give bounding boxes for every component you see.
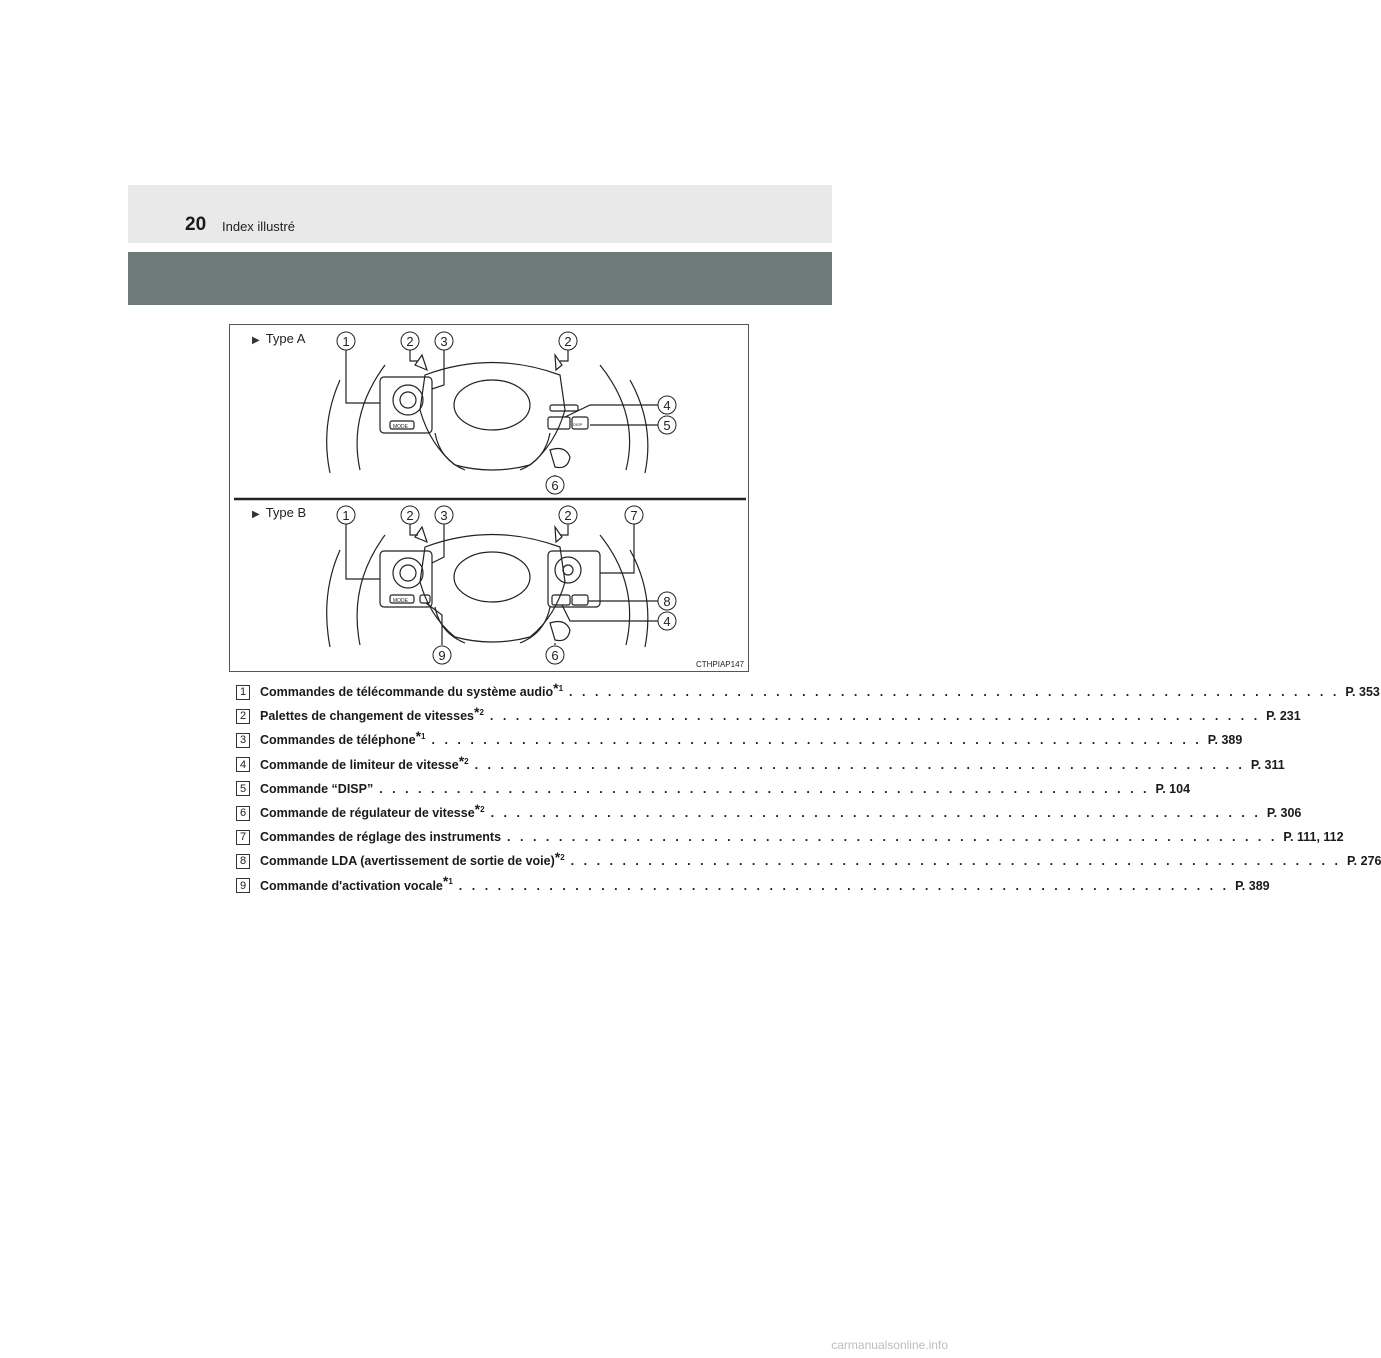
callout-number: 3 [236,733,250,748]
type-b-label: ▶ Type B [252,505,307,520]
header-band [128,185,832,243]
footnote-marker: *1 [553,679,564,696]
item-label: Commande de limiteur de vitesse$^{*2}$ [260,752,469,772]
left-dial-b [393,558,423,588]
page-number: 20 [185,214,207,235]
callout-number: 4 [236,757,250,772]
left-dial-inner-a [400,392,416,408]
item-label: Commandes de télécommande du système audio$^{*1}$ [260,679,564,700]
dot-leader: . . . . . . . . . . . . . . . . . . . . . . . . . . . . . . . . . . . . . . . . . . . . . . . . . . . . . . . . . . . . [490,806,1261,821]
callout-b-8 [658,592,676,610]
svg-text:6: 6 [551,648,559,663]
disp-label-a: DISP [573,422,583,427]
svg-text:4: 4 [663,614,671,629]
page-reference[interactable]: P. 306 [1266,806,1302,821]
callout-a-2 [401,332,419,350]
footnote-number: 1 [421,732,426,742]
dot-leader: . . . . . . . . . . . . . . . . . . . . . . . . . . . . . . . . . . . . . . . . . . . . . . . . . . . . . . . . . . . . [474,757,1245,772]
callout-number: 5 [236,781,250,796]
footnote-number: 2 [464,756,469,766]
callout-a-1 [337,332,355,350]
item-label: Palettes de changement de vitesses$^{*2}$ [260,704,484,724]
right-dial-inner-b [563,565,573,575]
item-label: Commandes de téléphone$^{*1}$ [260,728,426,748]
callout-a-6 [546,476,564,494]
list-item [236,728,1243,752]
callout-number: 2 [236,709,250,724]
callout-b-9 [433,646,451,664]
dot-leader: . . . . . . . . . . . . . . . . . . . . . . . . . . . . . . . . . . . . . . . . . . . . . . . . . . . . . . . . . . . . [507,830,1278,845]
page-reference[interactable]: P. 231 [1266,709,1301,724]
list-item [236,873,1270,898]
dot-leader: . . . . . . . . . . . . . . . . . . . . . . . . . . . . . . . . . . . . . . . . . . . . . . . . . . . . . . . . . . . . [489,709,1261,724]
callout-a-2r [559,332,577,350]
footnote-marker: *1 [442,873,453,890]
speed-limiter-switch-b [552,595,570,605]
footnote-marker: *1 [415,728,426,745]
right-switch-pod-b [548,551,600,607]
wheel-rim-right-a [600,365,630,470]
svg-text:3: 3 [440,334,448,349]
callout-b-2 [401,506,419,524]
left-dial-inner-b [400,565,416,581]
svg-text:4: 4 [663,398,671,413]
page-reference[interactable]: P. 311 [1250,757,1285,772]
cruise-lever-b [550,622,570,641]
leader-b-9 [426,603,442,645]
callout-number: 8 [236,854,250,869]
svg-text:2: 2 [406,508,414,523]
wheel-rim-right-b [600,535,630,645]
wheel-rim-right-outer-b [630,550,648,647]
watermark: carmanualsonline.info [831,1338,948,1352]
mode-label-a: MODE [393,424,408,430]
list-item [236,679,1380,704]
footnote-number: 1 [558,683,564,693]
svg-text:7: 7 [630,508,638,523]
callout-b-7 [625,506,643,524]
spoke-left-a [435,433,465,470]
list-item [236,704,1301,728]
leader-a-3 [432,347,444,389]
left-dial-a [393,385,423,415]
page-reference[interactable]: P. 389 [1207,733,1243,748]
callout-b-1 [337,506,355,524]
footnote-marker: *2 [554,849,565,866]
item-label: Commande de régulateur de vitesse$^{*2}$ [260,800,485,821]
list-item [236,752,1285,777]
dot-leader: . . . . . . . . . . . . . . . . . . . . . . . . . . . . . . . . . . . . . . . . . . . . . . . . . . . . . . . . . . . . [431,733,1202,748]
svg-text:1: 1 [342,334,350,349]
wheel-rim-left-outer-b [327,550,340,647]
dot-leader: . . . . . . . . . . . . . . . . . . . . . . . . . . . . . . . . . . . . . . . . . . . . . . . . . . . . . . . . . . . . [458,878,1230,893]
svg-text:6: 6 [551,478,559,493]
steering-wheel-figure [229,324,749,672]
footnote-marker: *2 [474,800,485,817]
item-label: Commandes de réglage des instruments [260,830,502,845]
wheel-rim-left-b [357,535,385,645]
callout-number: 1 [236,685,250,700]
leader-a-4 [565,405,660,417]
list-item [236,800,1302,825]
list-item [236,777,1191,801]
item-label: Commande LDA (avertissement de sortie de voie)$^{*2}$ [260,849,565,869]
spoke-right-a [520,433,550,470]
airbag-b [454,552,530,602]
page-reference[interactable]: P. 389 [1235,878,1270,893]
mode-label-b: MODE [393,598,408,604]
triangle-right-icon: ▶ [252,335,260,346]
svg-text:3: 3 [440,508,448,523]
callout-a-5 [658,416,676,434]
item-label: Commande “DISP” [260,781,374,796]
spoke-right-b [520,607,550,643]
leader-a-1 [346,347,380,403]
footnote-number: 2 [479,708,484,718]
figure-code: CTHPIAP147 [695,660,744,669]
wheel-rim-left-outer-a [327,380,340,473]
page-reference[interactable]: P. 111, 112 [1283,830,1344,845]
list-item [236,849,1381,873]
hub-a [420,363,565,471]
right-dial-b [555,557,581,583]
item-label: Commande d'activation vocale$^{*1}$ [260,873,453,893]
svg-text:8: 8 [663,594,671,609]
svg-text:2: 2 [564,508,572,523]
footnote-marker: *2 [458,752,469,769]
callout-a-4 [658,396,676,414]
callout-number: 7 [236,830,250,845]
svg-text:9: 9 [438,648,446,663]
callout-b-4 [658,612,676,630]
footnote-marker: *2 [473,704,484,721]
triangle-right-icon: ▶ [252,509,260,520]
page-reference[interactable]: P. 276 [1346,854,1381,869]
right-paddle-a [555,355,562,370]
dot-leader: . . . . . . . . . . . . . . . . . . . . . . . . . . . . . . . . . . . . . . . . . . . . . . . . . . . . . . . . . . . . [379,781,1150,796]
page-reference[interactable]: P. 353 [1345,685,1380,700]
lda-switch-b [572,595,588,605]
steering-wheel-illustration [230,325,750,673]
svg-text:1: 1 [342,508,350,523]
dot-leader: . . . . . . . . . . . . . . . . . . . . . . . . . . . . . . . . . . . . . . . . . . . . . . . . . . . . . . . . . . . . [570,854,1341,869]
leader-b-7 [600,521,634,573]
wheel-rim-left-a [357,365,385,470]
svg-text:2: 2 [406,334,414,349]
svg-text:2: 2 [564,334,572,349]
callout-b-3 [435,506,453,524]
cruise-lever-a [550,449,570,468]
footnote-number: 2 [480,804,485,814]
callout-b-2r [559,506,577,524]
left-paddle-a [415,355,427,370]
title-bar [128,252,832,305]
callout-list [236,679,1381,898]
page-reference[interactable]: P. 104 [1155,781,1191,796]
type-a-label: ▶ Type A [252,331,306,346]
wheel-rim-right-outer-a [630,380,648,473]
list-item [236,825,1344,849]
callout-number: 6 [236,806,250,821]
svg-text:5: 5 [663,418,671,433]
callout-number: 9 [236,878,250,893]
footnote-number: 1 [448,877,453,887]
callout-a-3 [435,332,453,350]
footnote-number: 2 [560,853,565,863]
dot-leader: . . . . . . . . . . . . . . . . . . . . . . . . . . . . . . . . . . . . . . . . . . . . . . . . . . . . . . . . . . . . [569,685,1340,700]
callout-b-6 [546,646,564,664]
section-title: Index illustré [222,219,295,234]
airbag-a [454,380,530,430]
